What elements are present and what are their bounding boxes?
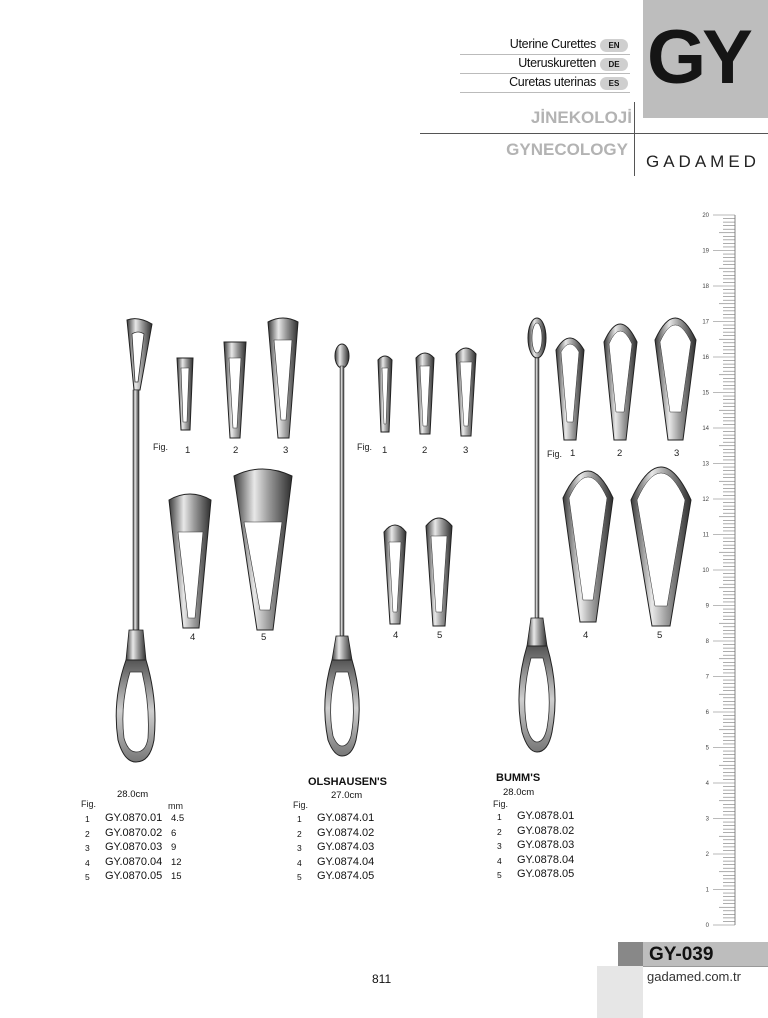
detail-number: 2 [233, 445, 239, 456]
curette-3-detail-heads [556, 318, 696, 626]
product-table-2 [297, 812, 417, 885]
brand-logo: GADAMED [646, 152, 760, 171]
table-row [85, 870, 205, 885]
row-fig-number: 1 [297, 814, 302, 824]
language-row-es [460, 74, 630, 93]
detail-number: 1 [185, 445, 191, 456]
ruler-label: 15 [702, 390, 709, 397]
lang-badge-de: DE [600, 58, 628, 71]
table-row [297, 841, 417, 856]
product-length: 27.0cm [331, 790, 363, 801]
header-vertical-divider [634, 102, 635, 176]
measurement-ruler [695, 205, 740, 930]
ruler-label: 13 [702, 461, 709, 468]
detail-number: 2 [617, 448, 623, 459]
ruler-label: 4 [705, 781, 709, 787]
ruler-label: 5 [705, 745, 709, 752]
product-code: GY.0878.02 [517, 824, 575, 837]
table-fig-header: Fig. [293, 800, 309, 810]
row-fig-number: 5 [497, 870, 502, 880]
curette-1-detail-heads [169, 318, 298, 630]
size-mm: 6 [171, 827, 177, 839]
row-fig-number: 5 [297, 872, 302, 882]
row-fig-number: 4 [497, 855, 502, 866]
ruler-label: 8 [705, 639, 709, 645]
detail-number: 1 [570, 448, 576, 459]
table-row [297, 812, 417, 827]
row-fig-number: 3 [497, 841, 502, 851]
product-code: GY.0878.01 [517, 810, 575, 822]
header-divider [420, 133, 768, 134]
ruler-label: 20 [702, 213, 709, 219]
table-fig-header: Fig. [81, 799, 97, 809]
lang-badge-es: ES [600, 77, 628, 90]
ruler-label: 11 [702, 532, 709, 539]
footer-accent-dark [618, 942, 643, 966]
ruler-label: 12 [702, 497, 709, 503]
product-code: GY.0870.05 [105, 870, 163, 882]
ruler-label: 1 [705, 887, 709, 894]
ruler-label: 17 [702, 319, 709, 326]
table-fig-header: Fig. [493, 799, 509, 809]
product-table-1 [85, 812, 205, 885]
table-unit-header: mm [168, 801, 183, 811]
ruler-label: 7 [705, 674, 709, 681]
fig-label-group-3: Fig. [547, 449, 563, 459]
table-row [85, 841, 205, 856]
detail-number: 4 [190, 632, 196, 643]
product-length: 28.0cm [117, 789, 149, 800]
table-row [85, 827, 205, 842]
curette-3-full [519, 318, 555, 752]
size-mm: 15 [171, 871, 182, 882]
detail-number: 5 [657, 630, 663, 641]
product-title: OLSHAUSEN'S [308, 776, 388, 788]
size-mm: 9 [171, 842, 177, 853]
ruler-label: 10 [702, 568, 709, 574]
table-row [497, 868, 617, 883]
website-link[interactable]: gadamed.com.tr [647, 969, 741, 984]
row-fig-number: 1 [497, 812, 502, 822]
detail-number: 3 [674, 448, 680, 459]
ruler-label: 16 [702, 355, 709, 361]
ruler-label: 6 [705, 710, 709, 716]
section-title-en: GYNECOLOGY [506, 140, 628, 159]
ruler-label: 18 [702, 284, 709, 290]
ruler-label: 3 [705, 816, 709, 823]
row-fig-number: 3 [85, 843, 90, 853]
detail-number: 5 [437, 630, 443, 641]
curette-1-full [116, 319, 155, 762]
ruler-label: 0 [705, 923, 709, 929]
ruler-label: 9 [705, 603, 709, 610]
table-row [297, 870, 417, 885]
row-fig-number: 4 [85, 857, 90, 868]
detail-number: 3 [463, 445, 469, 456]
table-row [497, 825, 617, 840]
lang-badge-en: EN [600, 39, 628, 52]
product-code: GY.0874.02 [317, 826, 375, 839]
product-code: GY.0878.05 [517, 868, 575, 880]
table-row [497, 839, 617, 854]
detail-number: 3 [283, 445, 289, 456]
table-row [85, 856, 205, 871]
section-title-tr: JİNEKOLOJİ [530, 108, 632, 127]
product-code: GY.0874.01 [317, 812, 375, 824]
size-mm: 12 [171, 856, 182, 868]
language-row-en [460, 36, 630, 55]
table-row [297, 827, 417, 842]
footer-accent-light [597, 966, 643, 1018]
page-code: GY-039 [649, 944, 714, 965]
product-code: GY.0870.03 [105, 841, 163, 853]
row-fig-number: 2 [297, 828, 302, 839]
product-code: GY.0870.02 [105, 826, 163, 839]
row-fig-number: 2 [497, 826, 502, 837]
table-row [497, 854, 617, 869]
category-code: GY [647, 15, 749, 100]
product-code: GY.0874.03 [317, 841, 375, 853]
row-fig-number: 3 [297, 843, 302, 853]
row-fig-number: 2 [85, 828, 90, 839]
detail-number: 4 [583, 630, 589, 641]
page-number: 811 [372, 972, 392, 986]
row-fig-number: 4 [297, 857, 302, 868]
product-title: BUMM'S [496, 772, 541, 784]
product-table-3 [497, 810, 617, 883]
product-code: GY.0870.04 [105, 855, 163, 868]
table-row [297, 856, 417, 871]
ruler-label: 19 [702, 248, 709, 255]
curette-2-detail-heads [378, 348, 476, 626]
footer-divider [643, 966, 768, 967]
product-length: 28.0cm [503, 787, 535, 798]
detail-number: 4 [393, 630, 399, 641]
ruler-label: 2 [705, 852, 709, 858]
product-code: GY.0878.04 [517, 853, 575, 866]
table-row [85, 812, 205, 827]
title-en: Uterine Curettes [509, 37, 596, 51]
language-row-de [460, 55, 630, 74]
product-code: GY.0874.05 [317, 870, 375, 882]
title-es: Curetas uterinas [509, 75, 596, 89]
curette-2-full [325, 344, 359, 756]
fig-label-group-1: Fig. [153, 442, 169, 452]
fig-label-group-2: Fig. [357, 442, 373, 452]
detail-number: 1 [382, 445, 388, 456]
size-mm: 4.5 [171, 813, 185, 824]
detail-number: 5 [261, 632, 267, 643]
product-code: GY.0874.04 [317, 855, 375, 868]
product-code: GY.0870.01 [105, 812, 163, 824]
row-fig-number: 1 [85, 814, 90, 824]
detail-number: 2 [422, 445, 428, 456]
row-fig-number: 5 [85, 872, 90, 882]
instrument-illustrations [0, 300, 700, 780]
table-row [497, 810, 617, 825]
product-code: GY.0878.03 [517, 839, 575, 851]
ruler-label: 14 [702, 426, 709, 432]
title-de: Uteruskuretten [518, 56, 596, 70]
category-box [643, 0, 768, 118]
